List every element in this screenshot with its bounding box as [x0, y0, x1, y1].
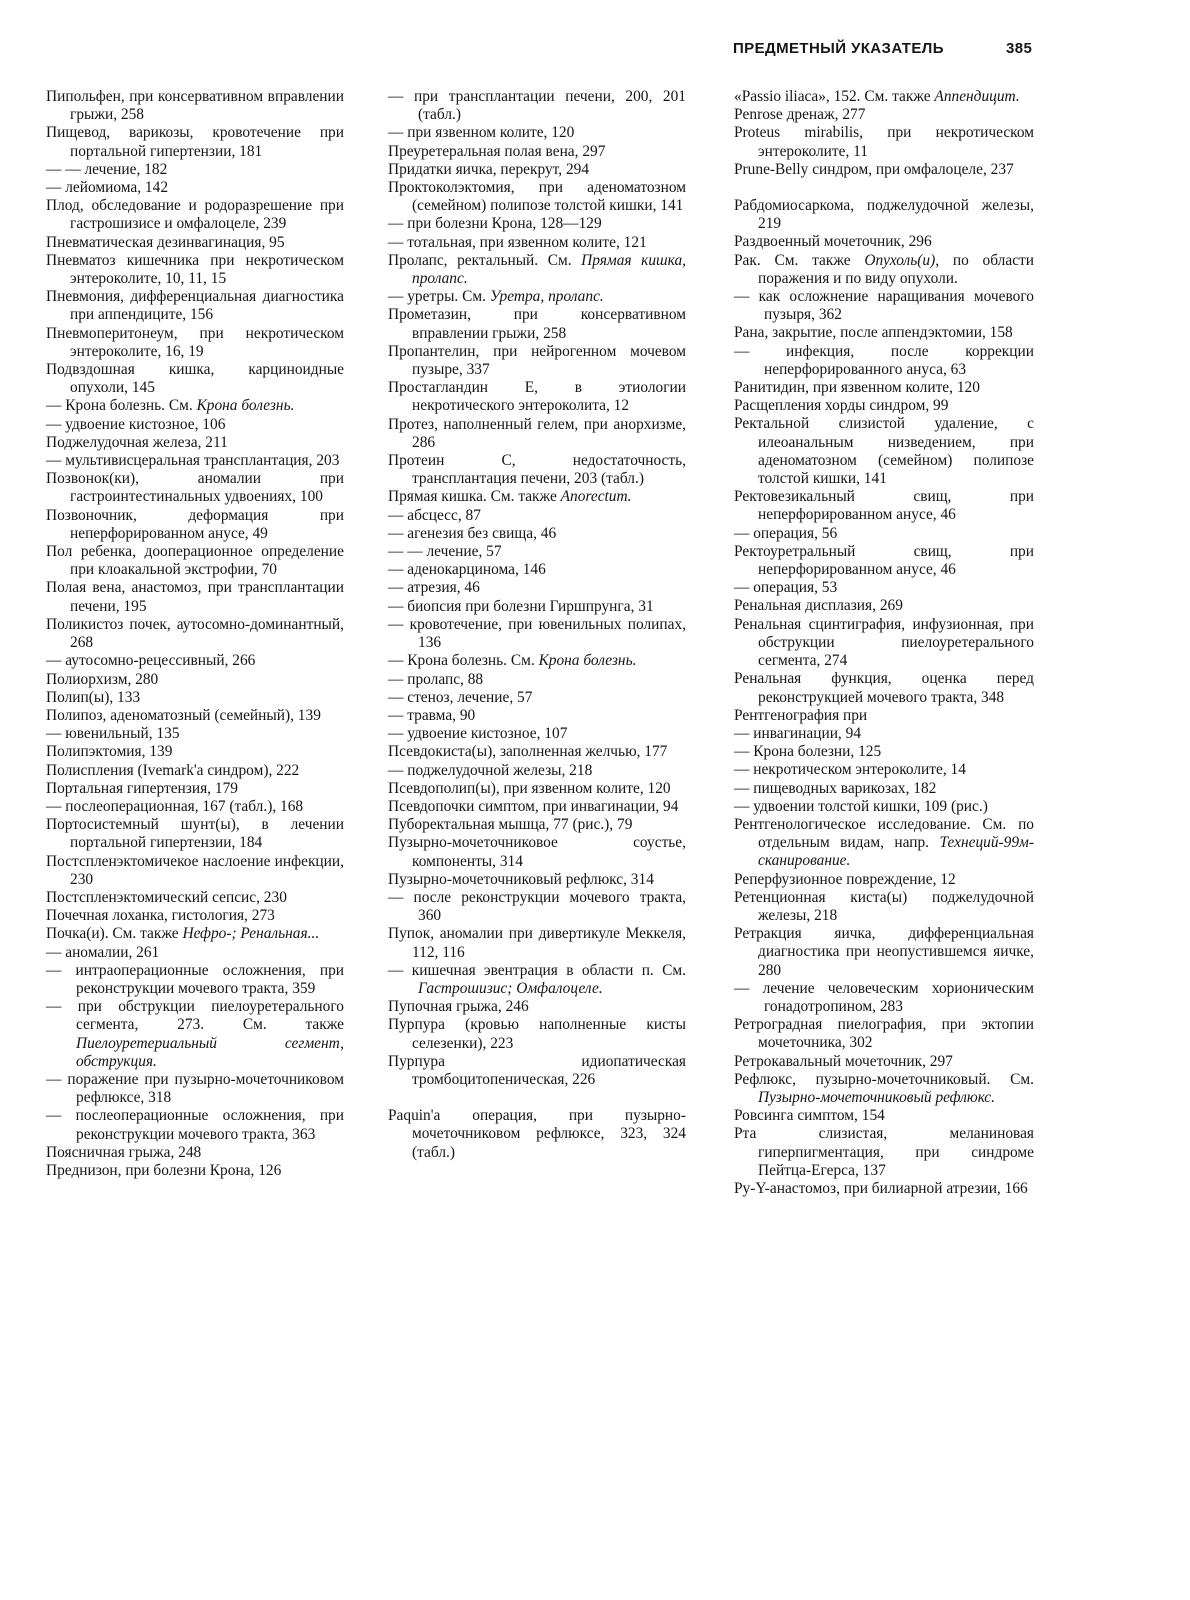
index-entry — [734, 488, 1034, 524]
entry-text: Расщепления хорды синдром, 99 — [734, 397, 949, 415]
index-entry — [388, 743, 686, 761]
entry-text: Ректовезикальный свищ, при неперфорированном анусе, 46 — [734, 488, 1034, 524]
entry-text: Портосистемный шунт(ы), в лечении портальной гипертензии, 184 — [46, 816, 344, 852]
entry-text: Почка(и). См. также — [46, 925, 183, 943]
page-number: 385 — [1006, 40, 1033, 57]
index-entry — [734, 743, 1034, 761]
index-entry — [734, 379, 1034, 397]
index-entry — [734, 780, 1034, 798]
index-entry — [734, 725, 1034, 743]
index-entry — [388, 671, 686, 689]
entry-text: — при трансплантации печени, 200, 201 (табл.) — [388, 88, 686, 124]
index-entry — [388, 998, 686, 1016]
index-entry — [388, 871, 686, 889]
index-entry — [46, 88, 344, 124]
index-entry — [388, 179, 686, 215]
index-entry — [734, 707, 1034, 725]
index-entry — [734, 397, 1034, 415]
entry-text: Проктоколэктомия, при аденоматозном (семейном) полипозе толстой кишки, 141 — [388, 179, 686, 215]
entry-text: Пол ребенка, дооперационное определение при клоакальной экстрофии, 70 — [46, 543, 344, 579]
entry-text: Рак. См. также — [734, 251, 865, 269]
entry-text: Рентгенография при — [734, 706, 868, 724]
index-entry — [46, 907, 344, 925]
entry-text: — удвоение кистозное, 107 — [388, 725, 568, 743]
entry-text: Прямая кишка. См. также — [388, 488, 561, 506]
index-entry — [46, 616, 344, 652]
section-title: ПРЕДМЕТНЫЙ УКАЗАТЕЛЬ — [733, 40, 944, 57]
entry-text: Раздвоенный мочеточник, 296 — [734, 233, 932, 251]
entry-text: Ренальная дисплазия, 269 — [734, 597, 903, 615]
entry-text: Ренальная сцинтиграфия, инфузионная, при обструкции пиелоуретерального сегмента, 274 — [734, 615, 1034, 670]
entry-text: Полиорхизм, 280 — [46, 670, 159, 688]
index-entry — [46, 944, 344, 962]
entry-text: Поясничная грыжа, 248 — [46, 1143, 202, 1161]
index-entry — [46, 161, 344, 179]
index-entry — [388, 252, 686, 288]
entry-text: — кишечная эвентрация в области п. См. — [388, 961, 686, 979]
entry-text: — после реконструкции мочевого тракта, 360 — [388, 888, 686, 925]
index-entry — [734, 161, 1034, 179]
index-entry — [388, 488, 686, 506]
index-entry — [46, 416, 344, 434]
index-entry — [46, 1144, 344, 1162]
index-entry — [734, 925, 1034, 980]
entry-text: Ренальная функция, оценка перед реконструкцией мочевого тракта, 348 — [734, 670, 1034, 706]
index-entry — [46, 853, 344, 889]
entry-text: Постспленэктомичекое наслоение инфекции, 230 — [46, 852, 344, 888]
entry-text: Prune-Belly синдром, при омфалоцеле, 237 — [734, 160, 1014, 178]
entry-text: Пузырно-мочеточниковое соустье, компоненты, 314 — [388, 834, 686, 870]
index-entry — [46, 798, 344, 816]
entry-text: Пупок, аномалии при дивертикуле Меккеля, 112, 116 — [388, 925, 686, 961]
entry-text: Протеин С, недостаточность, трансплантация печени, 203 (табл.) — [388, 452, 686, 488]
entry-text: — — лечение, 57 — [388, 543, 502, 561]
index-entry — [734, 324, 1034, 342]
entry-crossref: Уретра, пролапс. — [489, 288, 604, 306]
entry-text-tail: по области поражения и по виду опухоли. — [758, 251, 1034, 287]
index-entry — [46, 743, 344, 761]
index-entry — [388, 962, 686, 998]
entry-text: Реперфузионное повреждение, 12 — [734, 870, 956, 888]
entry-text: Прометазин, при консервативном вправлении грыжи, 258 — [388, 306, 686, 342]
index-entry — [388, 1107, 686, 1162]
entry-text: Пурпура идиопатическая тромбоцитопеническая, 226 — [388, 1052, 686, 1088]
entry-text: — аденокарцинома, 146 — [388, 561, 546, 579]
entry-crossref: Пиелоуретериальный сегмент, обструкция. — [76, 1034, 344, 1070]
entry-text: Пупочная грыжа, 246 — [388, 998, 529, 1016]
entry-text: Proteus mirabilis, при некротическом энтероколите, 11 — [734, 124, 1034, 160]
index-entry — [388, 288, 686, 306]
index-entry — [734, 525, 1034, 543]
entry-text: Пневматическая дезинвагинация, 95 — [46, 233, 285, 251]
entry-text: — агенезия без свища, 46 — [388, 524, 557, 542]
index-entry — [388, 306, 686, 342]
index-entry — [46, 252, 344, 288]
index-entry — [46, 652, 344, 670]
index-entry — [46, 889, 344, 907]
index-entry — [388, 525, 686, 543]
entry-text: Преуретеральная полая вена, 297 — [388, 142, 606, 160]
index-entry — [388, 1016, 686, 1052]
entry-text: — Крона болезнь. См. — [46, 397, 197, 415]
entry-text: Пипольфен, при консервативном вправлении грыжи, 258 — [46, 88, 344, 124]
index-entry — [388, 616, 686, 652]
entry-text: Поликистоз почек, аутосомно-доминантный, 268 — [46, 615, 344, 652]
entry-text: — абсцесс, 87 — [388, 506, 481, 524]
index-entry — [388, 416, 686, 452]
index-entry — [388, 579, 686, 597]
entry-text: Рта слизистая, меланиновая гиперпигментация, при синдроме Пейтца-Егерса, 137 — [734, 1125, 1034, 1179]
index-entry — [734, 252, 1034, 288]
index-entry — [46, 1071, 344, 1107]
entry-crossref: Прямая кишка, пролапс. — [412, 251, 686, 288]
entry-text: Ретрокавальный мочеточник, 297 — [734, 1052, 953, 1070]
index-entry — [388, 725, 686, 743]
entry-text: Полиспления (Ivemark'a синдром), 222 — [46, 761, 300, 779]
entry-text: Penrose дренаж, 277 — [734, 106, 866, 124]
index-entry — [734, 543, 1034, 579]
index-entry — [46, 179, 344, 197]
index-entry — [46, 762, 344, 780]
entry-text: — мультивисцеральная трансплантация, 203 — [46, 452, 340, 470]
index-entry — [46, 234, 344, 252]
entry-text: Ректальной слизистой удаление, с илеоанальным низведением, при аденоматозном (семейном) полипозе толстой кишки, 141 — [734, 415, 1034, 488]
index-column-1 — [46, 88, 344, 1180]
index-entry — [46, 579, 344, 615]
entry-crossref: Аппендицит. — [934, 88, 1020, 105]
index-entry — [734, 415, 1034, 488]
index-entry — [46, 434, 344, 452]
entry-text: — инфекция, после коррекции неперфорированного ануса, 63 — [734, 342, 1034, 378]
entry-text: Позвонок(ки), аномалии при гастроинтестинальных удвоениях, 100 — [46, 470, 344, 506]
entry-text: Пневмоперитонеум, при некротическом энтероколите, 16, 19 — [46, 324, 344, 360]
entry-text: «Passio iliaca», 152. См. также — [734, 88, 935, 105]
entry-text: — — лечение, 182 — [46, 160, 168, 178]
index-entry — [388, 561, 686, 579]
entry-text: Рана, закрытие, после аппендэктомии, 158 — [734, 324, 1013, 342]
index-entry — [734, 597, 1034, 615]
index-entry — [734, 816, 1034, 871]
index-entry — [734, 798, 1034, 816]
entry-text: — Крона болезнь. См. — [388, 652, 539, 670]
entry-text: Рабдомиосаркома, поджелудочной железы, 219 — [734, 197, 1034, 233]
entry-text: Преднизон, при болезни Крона, 126 — [46, 1161, 282, 1179]
entry-text: — поджелудочной железы, 218 — [388, 761, 593, 779]
index-entry — [388, 925, 686, 961]
index-entry — [388, 143, 686, 161]
entry-text: — стеноз, лечение, 57 — [388, 688, 533, 706]
entry-text: Ровсинга симптом, 154 — [734, 1107, 885, 1125]
entry-text: Ретроградная пиелография, при эктопии мочеточника, 302 — [734, 1016, 1034, 1052]
entry-text: Paquin'a операция, при пузырно-мочеточниковом рефлюксе, 323, 324 (табл.) — [388, 1107, 686, 1161]
index-entry — [734, 1107, 1034, 1125]
index-entry — [734, 124, 1034, 160]
entry-crossref: Крона болезнь. — [538, 652, 637, 670]
index-entry — [734, 889, 1034, 925]
index-entry — [46, 470, 344, 506]
index-entry — [388, 124, 686, 142]
entry-text: — интраоперационные осложнения, при реконструкции мочевого тракта, 359 — [46, 961, 344, 997]
index-entry — [46, 962, 344, 998]
index-entry — [46, 1107, 344, 1143]
index-entry — [388, 88, 686, 124]
running-header — [733, 40, 1063, 64]
entry-text: — поражение при пузырно-мочеточниковом рефлюксе, 318 — [46, 1070, 344, 1107]
entry-text: Пролапс, ректальный. См. — [388, 251, 582, 269]
index-entry — [46, 1162, 344, 1180]
entry-crossref: Пузырно-мочеточниковый рефлюкс. — [758, 1088, 995, 1106]
entry-text: Постспленэктомический сепсис, 230 — [46, 888, 287, 906]
entry-text: — послеоперационные осложнения, при реконструкции мочевого тракта, 363 — [46, 1107, 344, 1143]
index-entry — [46, 197, 344, 233]
index-entry — [388, 889, 686, 925]
index-entry — [388, 452, 686, 488]
index-entry — [388, 780, 686, 798]
index-entry — [734, 197, 1034, 233]
entry-text: Пневмония, дифференциальная диагностика при аппендиците, 156 — [46, 288, 344, 324]
entry-text: Полип(ы), 133 — [46, 688, 141, 706]
index-entry — [46, 452, 344, 470]
index-entry — [46, 361, 344, 397]
entry-text: — удвоении толстой кишки, 109 (рис.) — [734, 797, 988, 815]
index-entry — [388, 234, 686, 252]
index-entry — [46, 325, 344, 361]
entry-text: — травма, 90 — [388, 706, 476, 724]
entry-text: Плод, обследование и родоразрешение при гастрошизисе и омфалоцеле, 239 — [46, 197, 344, 233]
index-entry — [734, 1016, 1034, 1052]
entry-text: Ректоуретральный свищ, при неперфорированном анусе, 46 — [734, 542, 1034, 579]
entry-text: — пролапс, 88 — [388, 670, 484, 688]
index-entry — [388, 161, 686, 179]
index-entry — [388, 507, 686, 525]
entry-text: Пурпура (кровью наполненные кисты селезенки), 223 — [388, 1016, 686, 1052]
index-entry — [46, 816, 344, 852]
index-entry — [734, 1071, 1034, 1107]
entry-text: — лейомиома, 142 — [46, 179, 169, 197]
entry-text: — лечение человеческим хорионическим гонадотропином, 283 — [734, 979, 1034, 1015]
entry-text: Ру-Y-анастомоз, при билиарной атрезии, 166 — [734, 1179, 1028, 1197]
index-entry — [46, 507, 344, 543]
entry-text: — аутосомно-рецессивный, 266 — [46, 652, 256, 670]
index-entry — [734, 579, 1034, 597]
entry-crossref: Опухоль(и), — [864, 251, 940, 269]
entry-text: — уретры. См. — [388, 288, 490, 306]
index-entry — [734, 88, 1034, 106]
index-entry — [46, 689, 344, 707]
entry-text: Почечная лоханка, гистология, 273 — [46, 907, 275, 925]
index-entry — [734, 1053, 1034, 1071]
index-entry — [388, 762, 686, 780]
entry-crossref: Технеций-99м-сканирование. — [758, 834, 1034, 870]
entry-text: — пищеводных варикозах, 182 — [734, 779, 937, 797]
entry-text: Портальная гипертензия, 179 — [46, 779, 238, 797]
entry-text: Рефлюкс, пузырно-мочеточниковый. См. — [734, 1070, 1034, 1088]
entry-text: Подвздошная кишка, карциноидные опухоли, 145 — [46, 361, 344, 397]
index-entry — [388, 598, 686, 616]
index-entry — [388, 1053, 686, 1089]
entry-text: — атрезия, 46 — [388, 579, 480, 597]
entry-text: Позвоночник, деформация при неперфорированном анусе, 49 — [46, 506, 344, 542]
index-entry — [734, 670, 1034, 706]
index-entry — [734, 233, 1034, 251]
index-entry — [388, 816, 686, 834]
index-entry — [388, 652, 686, 670]
entry-text: Простагландин Е, в этиологии некротического энтероколита, 12 — [388, 379, 686, 415]
index-entry — [46, 543, 344, 579]
entry-text: Пузырно-мочеточниковый рефлюкс, 314 — [388, 870, 654, 888]
entry-text: Псевдокиста(ы), заполненная желчью, 177 — [388, 743, 668, 761]
entry-text: — при язвенном колите, 120 — [388, 124, 575, 142]
entry-text: Полая вена, анастомоз, при трансплантации печени, 195 — [46, 579, 344, 615]
entry-crossref: Гастрошизис; Омфалоцеле. — [418, 979, 603, 997]
entry-text: — операция, 53 — [734, 579, 838, 597]
entry-text: — послеоперационная, 167 (табл.), 168 — [46, 797, 304, 815]
entry-text: — при обструкции пиелоуретерального сегмента, 273. См. также — [46, 998, 344, 1034]
index-entry — [734, 616, 1034, 671]
entry-text: — аномалии, 261 — [46, 943, 160, 961]
index-entry — [46, 707, 344, 725]
index-entry — [734, 343, 1034, 379]
entry-text: Пуборектальная мышца, 77 (рис.), 79 — [388, 816, 633, 834]
index-entry — [388, 689, 686, 707]
index-entry — [46, 780, 344, 798]
index-entry — [388, 798, 686, 816]
index-entry — [734, 1180, 1034, 1198]
entry-text: Ретенционная киста(ы) поджелудочной железы, 218 — [734, 888, 1034, 924]
index-entry — [388, 379, 686, 415]
index-entry — [734, 761, 1034, 779]
index-entry — [734, 1125, 1034, 1180]
entry-text: Полипоз, аденоматозный (семейный), 139 — [46, 706, 321, 724]
entry-text: Полипэктомия, 139 — [46, 743, 173, 761]
index-entry — [388, 543, 686, 561]
index-entry — [734, 106, 1034, 124]
index-entry — [46, 288, 344, 324]
entry-text: Ранитидин, при язвенном колите, 120 — [734, 379, 980, 397]
index-column-2 — [388, 88, 686, 1162]
index-entry — [46, 998, 344, 1071]
entry-text: Ретракция яичка, дифференциальная диагностика при неопустившемся яичке, 280 — [734, 925, 1034, 979]
index-entry — [46, 671, 344, 689]
entry-text: — тотальная, при язвенном колите, 121 — [388, 233, 647, 251]
index-entry — [46, 925, 344, 943]
entry-text: Рентгенологическое исследование. См. по отдельным видам, напр. — [734, 815, 1034, 852]
index-column-3 — [734, 88, 1034, 1198]
entry-crossref: Anorectum. — [560, 488, 632, 506]
entry-text: — ювенильный, 135 — [46, 725, 180, 743]
index-entry — [46, 124, 344, 160]
index-entry — [388, 215, 686, 233]
index-entry — [388, 343, 686, 379]
index-entry — [734, 980, 1034, 1016]
entry-text: — инвагинации, 94 — [734, 724, 862, 742]
entry-text: Пропантелин, при нейрогенном мочевом пузыре, 337 — [388, 342, 686, 379]
index-entry — [388, 834, 686, 870]
entry-text: — Крона болезни, 125 — [734, 743, 882, 761]
entry-text: Пищевод, варикозы, кровотечение при портальной гипертензии, 181 — [46, 124, 344, 160]
entry-text: — как осложнение наращивания мочевого пузыря, 362 — [734, 288, 1034, 324]
index-entry — [46, 725, 344, 743]
entry-text: Псевдопочки симптом, при инвагинации, 94 — [388, 797, 679, 815]
entry-text: — при болезни Крона, 128—129 — [388, 215, 602, 233]
index-entry — [388, 707, 686, 725]
entry-text: — биопсия при болезни Гиршпрунга, 31 — [388, 597, 654, 615]
index-entry — [734, 288, 1034, 324]
entry-text: — кровотечение, при ювенильных полипах, 136 — [388, 615, 686, 652]
entry-text: Придатки яичка, перекрут, 294 — [388, 160, 590, 178]
entry-text: — некротическом энтероколите, 14 — [734, 761, 966, 779]
entry-crossref: Крона болезнь. — [196, 397, 295, 415]
index-entry — [46, 397, 344, 415]
entry-text: — удвоение кистозное, 106 — [46, 415, 226, 433]
entry-text: Поджелудочная железа, 211 — [46, 433, 228, 451]
entry-text: — операция, 56 — [734, 524, 838, 542]
entry-crossref: Нефро-; Ренальная... — [182, 925, 320, 943]
entry-text: Псевдополип(ы), при язвенном колите, 120 — [388, 779, 671, 797]
entry-text: Протез, наполненный гелем, при анорхизме, 286 — [388, 415, 686, 451]
entry-text: Пневматоз кишечника при некротическом энтероколите, 10, 11, 15 — [46, 251, 344, 288]
index-entry — [734, 871, 1034, 889]
